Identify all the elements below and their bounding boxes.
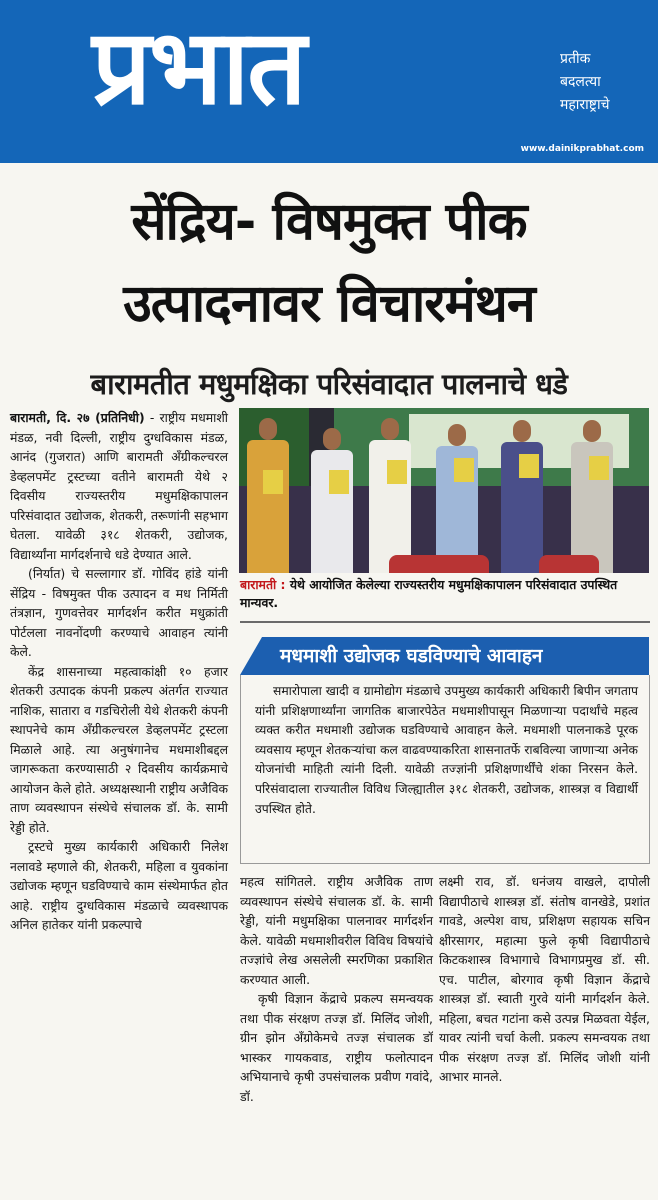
article-paragraph: कृषी विज्ञान केंद्राचे प्रकल्प समन्वयक तथा पीक संरक्षण तज्ज्ञ डॉ. मिलिंद जोशी, ग्रीन झोन अँग्रोकेमचे तज्ज्ञ संचालक डॉ भास्कर गायकवाड, राष्ट्रीय फलोत्पादन अभियानाचे कृषी उपसंचालक प्रवीण गवांदे, डॉ. <box>240 991 433 1104</box>
article-paragraph: लक्ष्मी राव, डॉ. धनंजय वाखले, दापोली विद्यापीठाचे शास्त्रज्ञ डॉ. संतोष वानखेडे, प्रशांत गावडे, अल्पेश वाघ, प्रशिक्षण सहायक सचिन क्षीरसागर, महात्मा फुले कृषी विद्यापीठाचे किटकशास्त्र विभागाचे विभागप्रमुख डॉ. सी. एच. पाटील, बोरगाव कृषी विज्ञान केंद्राचे शास्त्रज्ञ डॉ. स्वाती गुरवे यांनी मार्गदर्शन केले. महिला, बचत गटांना कसे उत्पन्न मिळवता येईल, यावर त्यांनी चर्चा केली. प्रकल्प समन्वयक तथा पीक संरक्षण तज्ज्ञ डॉ. मिलिंद जोशी यांनी आभार मानले. <box>439 874 650 1084</box>
divider <box>240 621 650 623</box>
subheadline: बारामतीत मधुमक्षिका परिसंवादात पालनाचे धडे <box>90 367 568 401</box>
masthead-tagline <box>560 48 609 117</box>
website-url: www.dainikprabhat.com <box>520 144 644 154</box>
box-title-text: मधमाशी उद्योजक घडविण्याचे आवाहन <box>280 645 543 667</box>
photo-flowers <box>389 555 489 573</box>
photo-caption <box>240 576 650 612</box>
box-heading <box>240 637 649 675</box>
article-text: - राष्ट्रीय मधमाशी मंडळ, नवी दिल्ली, राष्ट्रीय दुग्धविकास मंडळ, आनंद (गुजरात) आणि बारामती अँग्रीकल्चरल डेव्हलपमेंट ट्रस्टच्या वतीने बारामती येथे २ दिवसीय राज्यस्तरीय मधुमक्षिकापालन परिसंवादात उद्योजक, शेतकरी, तरूणांनी सहभाग घेतला. यावेळी ३१८ शेतकरी, उद्योजक, विद्यार्थ्यांना मार्गदर्शनाचे धडे देण्यात आले. <box>10 410 228 562</box>
newspaper-logo: प्रभात <box>92 6 305 128</box>
tagline-line: बदलत्या <box>560 74 601 90</box>
headline-line-1: सेंद्रिय- विषमुक्त पीक <box>131 192 527 252</box>
event-photo <box>239 408 649 573</box>
article-paragraph: (निर्यात) चे सल्लागार डॉ. गोविंद हांडे यांनी सेंद्रिय - विषमुक्त पीक उत्पादन व मध निर्मिती तंत्रज्ञान, गुणवत्तेवर मार्गदर्शन करीत मधुक्रांती पोर्टलला नावनोंदणी करण्याचे आवाहन त्यांनी केले. <box>10 566 228 659</box>
box-text <box>255 682 638 819</box>
article-paragraph: ट्रस्टचे मुख्य कार्यकारी अधिकारी निलेश नलावडे म्हणाले की, शेतकरी, महिला व युवकांना उद्योजक म्हणून घडविण्याचे काम संस्थेमार्फत होत आहे. राष्ट्रीय दुग्धविकास मंडळाचे व्यवस्थापक अनिल हातेकर यांनी प्रकल्पाचे <box>10 839 228 932</box>
article-column-1 <box>10 408 228 935</box>
box-heading-notch <box>240 637 262 675</box>
photo-flowers <box>539 555 599 573</box>
tagline-line: प्रतीक <box>560 51 591 67</box>
tagline-line: महाराष्ट्राचे <box>560 97 610 113</box>
caption-place: बारामती : <box>240 577 286 592</box>
dateline: बारामती, दि. २७ (प्रतिनिधी) <box>10 410 145 425</box>
article-paragraph: केंद्र शासनाच्या महत्वाकांक्षी १० हजार शेतकरी उत्पादक कंपनी प्रकल्प अंतर्गत राज्यात नाशिक, सातारा व गडचिरोली येथे शेतकरी कंपनी स्थापनेचे काम अँग्रीकल्चरल डेव्हलपमेंट ट्रस्टला मिळाले आहे. त्या अनुषंगानेच मधमाशीबद्दल जागरूकता करण्यासाठी २ दिवसीय कार्यक्रमाचे आयोजन केले होते. अध्यक्षस्थानी राष्ट्रीय अजैविक ताण व्यवस्थापन संस्थेचे संचालक डॉ. के. सामी रेड्डी होते. <box>10 663 228 835</box>
article-paragraph: महत्व सांगितले. राष्ट्रीय अजैविक ताण व्यवस्थापन संस्थेचे संचालक डॉ. के. सामी रेड्डी, यांनी मधुमक्षिका पालनावर मार्गदर्शन केले. यावेळी मधमाशीवरील विविध विषयांचे तज्ज्ञांचे लेख असलेली स्मरणिका प्रकाशित करण्यात आली. <box>240 874 433 987</box>
box-paragraph: समारोपाला खादी व ग्रामोद्योग मंडळाचे उपमुख्य कार्यकारी अधिकारी बिपीन जगताप यांनी प्रशिक्षणार्थ्यांना जागतिक बाजारपेठेत मधमाशीपासून मिळणाऱ्या पदार्थांचे महत्व व्यक्त करीत मधमाशी उद्योजक घडविण्याचे आवाहन केले. मधमाशी पालनाकडे पूरक व्यवसाय म्हणून शेतकऱ्यांचा कल वाढवण्याकरिता शासनातर्फे राबविल्या जाणाऱ्या अनेक योजनांची माहिती त्यांनी दिली. यावेळी तज्ज्ञांनी प्रशिक्षणार्थींचे शंका निरसन केले. परिसंवादाला राज्यातील विविध जिल्ह्यातील ३१८ शेतकरी, उद्योजक, शास्त्रज्ञ व विद्यार्थी उपस्थित होते. <box>255 684 638 816</box>
masthead <box>0 0 658 163</box>
caption-text: येथे आयोजित केलेल्या राज्यस्तरीय मधुमक्षिकापालन परिसंवादात उपस्थित मान्यवर. <box>240 577 618 610</box>
article-column-3 <box>439 872 650 1087</box>
headline-line-2: उत्पादनावर विचारमंथन <box>123 274 535 334</box>
article-column-2 <box>240 872 433 1106</box>
article-paragraph <box>10 408 228 564</box>
